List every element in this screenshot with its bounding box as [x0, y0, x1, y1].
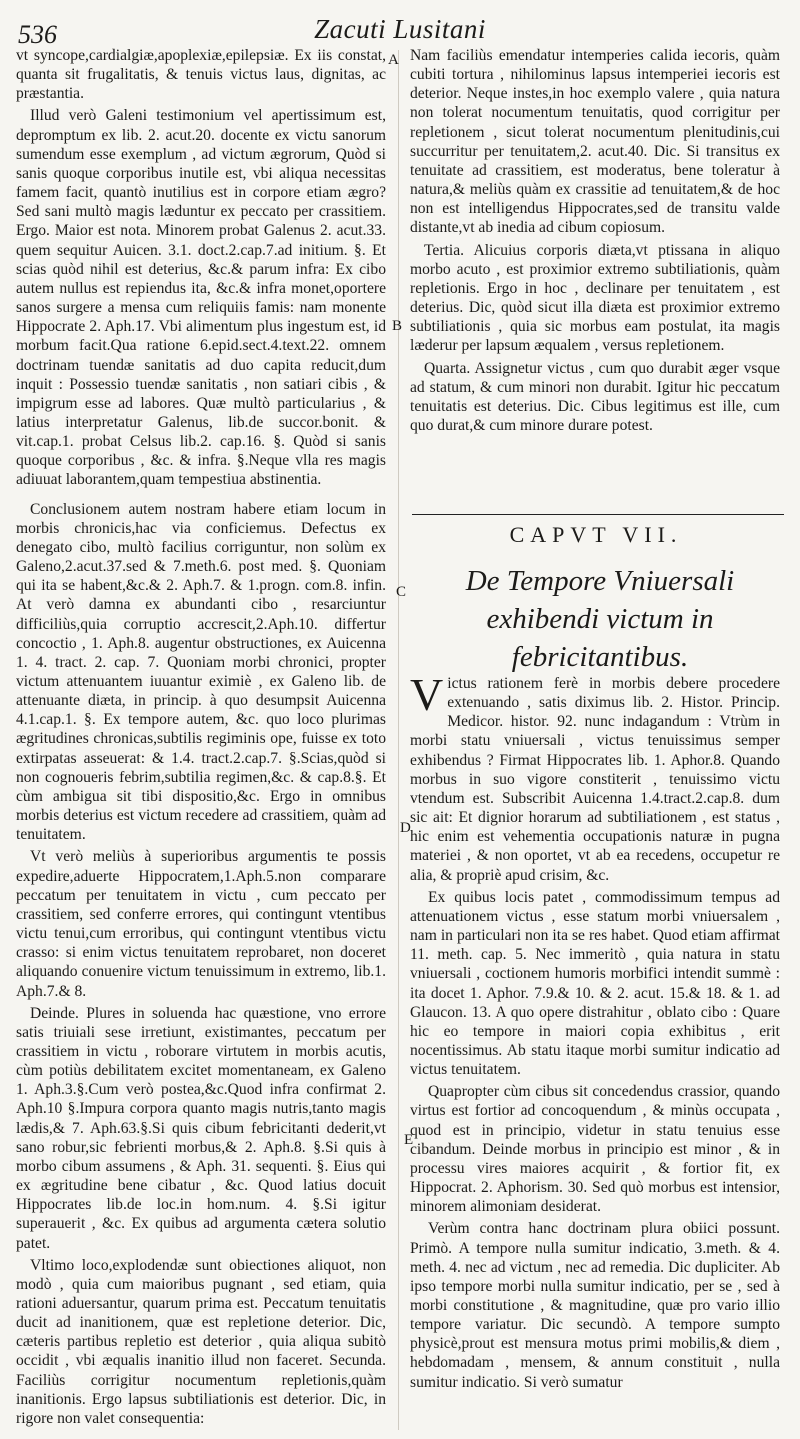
- column-divider: [398, 50, 399, 1430]
- margin-letter-d: D: [400, 820, 411, 836]
- margin-letter-e: E: [404, 1132, 414, 1148]
- chapter-title: De Tempore Vniuersali exhibendi victum in febricitantibus.: [465, 565, 735, 673]
- paragraph: Deinde. Plures in soluenda hac quæstione, vno errore satis triuiali sese irretiunt, existimantes, peccatum per crassitiem in victu , roborare virtutem in morbis acutis, cùm potiùs debilitatem excitet momentaneam, ex Galeno 1. Aph.3.§.Cum verò postea,&c.Quod infra confirmat 2. Aph.10 §.Impura corpora quanto magis nutris,tanto magis lædis,& 7. Aph.63.§.Si quis cibum febricitanti dederit,vt sano robur,sic febrienti morbus,& 2. Aph.8. §.Si quis à morbo cibum assumens , & Aph. 31. sequenti. §. Eius qui ex ægritudine bene cibatur , &c. Quod latius docuit Hippocrates lib.de loc.in hom.num. 4. §.Si igitur superauerit , &c. Ex quibus ad argumenta cætera solutio patet.: [16, 1004, 386, 1252]
- paragraph: Vltimo loco,explodendæ sunt obiectiones aliquot, non modò , quia cum maioribus pugnant , sed etiam, quia rationi aduersantur, quarum prima est. Peccatum tenuitatis ducit ad inanitionem, quæ est repletione deterior. Dic, cæteris partibus repletio est deterior , quia aliqua subitò occidit , vbi æqualis inanitio illud non faceret. Secunda. Faciliùs corrigitur nocumentum repletionis,quàm inanitionis. Ergo lapsus subtiliationis est deterior. Dic, in rigore non valet consequentia:: [16, 1256, 386, 1427]
- paragraph: Quapropter cùm cibus sit concedendus crassior, quando virtus est fortior ad concoquendum , & minùs occupata , quod est in principio, videtur in statu tenuius esse cibandum. Deinde morbus in principio est minor , & in processu vires maiores acquirit , & fortior fit, ex Hippocrat. 2. Aphorism. 30. Sed quò morbus est intensior, minorem alimoniam desiderat.: [410, 1083, 780, 1216]
- paragraph: Illud verò Galeni testimonium vel apertissimum est, depromptum ex lib. 2. acut.20. docente ex victu sanorum sumendum esse exemplum , ad victum ægrorum, Quòd si sanis quoque corporibus inutile est, vbi aliqua necessitas famem facit, quantò inutilius est in corpore etiam ægro? Sed sani multò magis læduntur ex peccato per crassitiem. Ergo. Maior est nota. Minorem probat Galenus 2. acut.33. quem sequitur Auicen. 3.1. doct.2.cap.7.ad initium. §. Et scias quòd nihil est deterius, &c.& parum infra: Ex cibo autem nullus est repiendus ita, &c.& infra monet,oportere sanos surgere a mensa cum reliquiis famis: nam monente Hippocrate 2. Aph.17. Vbi alimentum plus ingestum est, id morbum facit.Qua ratione 6.epid.sect.4.text.22. omnem doctrinam tuendæ sanitatis ad duo capita reducit,dum inquit : Possessio tuendæ sanitatis , non satiari cibis , & impigrum esse ad labores. Quæ multò particularius , & latius interpretatur Galenus, lib.de succor.bonit. & vit.cap.1. probat Celsus lib.2. cap.16. §. Quòd si sanis quoque corporibus , &c. & infra. §.Neque vlla res magis adiuuat laborantem,quam tempestiua abstinentia.: [16, 107, 386, 489]
- paragraph: Quarta. Assignetur victus , cum quo durabit æger vsque ad statum, & cum minori non durabit. Igitur hic peccatum tenuitatis est deterius. Dic. Cibus legitimus est ille, cum quo durat,& cum minore durare potest.: [410, 359, 780, 434]
- right-column-bottom: [410, 669, 780, 1395]
- paragraph: vt syncope,cardialgiæ,apoplexiæ,epilepsiæ. Ex iis constat, quanta sit frugalitatis, & tenuis victus laus, dignitas, ac præstantia.: [16, 47, 386, 103]
- paragraph: Vt verò meliùs à superioribus argumentis te possis expedire,aduerte Hippocratem,1.Aph.5.non comparare peccatum per tenuitatem in victu , cum peccato per crassitiem, sed conferre errores, qui contingunt vtentibus victu tenui,cum erroribus, qui contingunt vtentibus victu crasso: si enim victus tenuitatem reprobaret, non doceret aliquando conuenire victum tenuissimum in extremo, lib.1. Aph.7.& 8.: [16, 848, 386, 1000]
- paragraph: Ex quibus locis patet , commodissimum tempus ad attenuationem victus , esse statum morbi vniuersalem , nam in particulari non ita se res habet. Quod etiam affirmat 11. meth. cap. 5. Nec immeritò , quia natura in statu vniuersali , coctionem humoris morbifici intendit summè : ita docet 1. Aphor. 7.9.& 10. & 2. acut. 15.& 18. & 1. ad Glaucon. 13. A quo opere distrahitur , oblato cibo : Quare hic eo tempore in maiori copia exhibitus , erit nocentissimus. Ab statu itaque morbi sumitur indicatio ad victus tenuitatem.: [410, 888, 780, 1079]
- right-column-top: [410, 46, 780, 438]
- chapter-heading: CAPVT VII.: [509, 522, 683, 547]
- paragraph: Conclusionem autem nostram habere etiam locum in morbis chronicis,hac via conficiemus. Defectus ex denegato cibo, multò facilius corriguntur, non solùm ex Galeno,2.acut.37.sed & 7.meth.6. post med. §. Quoniam qui ita se habent,&c.& 2. Aph.7. & 1.progn. com.8. infin. At verò damna ex abundanti cibo , resarciuntur difficiliùs,quia corruptio accrescit,2.Aph.10. differtur concoctio , 1. Aph.8. augentur obstructiones, ex Auicenna 1. 4. tract. 2. cap. 7. Quoniam morbi chronici, propter victum attenuantem iuuantur eximiè , ex Galeno lib. de attenuante diæta, in princip. à quo desumpsit Auicenna 4.1.cap.1. §. Ex tempore autem, &c. quo loco plurimas ægritudines chronicas,subtilis regiminis ope, fuisse ex toto extirpatas asseuerat: & 1.4. tract.2.cap.7. §.Scias,quòd si non cognoueris febrim,subtilia regimen,&c. & cap.8.§. Et cùm ambigua sit tibi dispositio,&c. Ergo in omnibus morbis deterius est victum recedere ad crassitiem, quàm ad tenuitatem.: [16, 500, 386, 844]
- paragraph-text: ictus rationem ferè in morbis debere procedere extenuando , satis diximus lib. 2. Histor. Princip. Medicor. histor. 92. nunc indagandum : Vtrùm in morbi statu vniuersali , victus tenuissimus semper exhibendus ? Firmat Hippocrates lib. 1. Aphor.8. Quando morbus in suo vigore constiterit , tenuissimo victu vtendum est. Subscribit Auicenna 1.4.tract.2.cap.8. dum sic ait: Et dignior horarum ad subtiliationem , est status , hic enim est vehementia occupationis naturæ in pugna materiei , & non oportet, vt ab ea recedens, occupetur re alia, & propriè apud crisim, &c.: [410, 675, 780, 884]
- drop-cap: V: [410, 669, 444, 720]
- paragraph: Verùm contra hanc doctrinam plura obiici possunt. Primò. A tempore nulla sumitur indicatio, 3.meth. & 4. meth. 4. nec ad victum , nec ad remedia. Dic dupliciter. Ab ipso tempore morbi nulla sumitur indicatio, per se , sed à morbi constitutione , & magnitudine, quæ pro vario illio tempore variatur. Dic secundò. A tempore sumpto physicè,prout est mensura motus primi mobilis,& diem , hebdomadam , mensem, & annum constituit , nulla sumitur indicatio. Si verò sumatur: [410, 1220, 780, 1391]
- paragraph: [410, 669, 780, 885]
- page-number: 536: [18, 20, 57, 49]
- margin-letter-a: A: [388, 52, 399, 68]
- running-head: Zacuti Lusitani: [314, 14, 486, 44]
- left-column: [16, 46, 386, 1431]
- paragraph: Tertia. Alicuius corporis diæta,vt ptissana in aliquo morbo acuto , est proximior extremo subtiliationis, quàm repletionis. Ergo in hoc , declinare per tenuitatem , est deterius. Dic, quòd sicut illa diæta est proximior extremo subtiliationis , quia sic morbus eam postulat, ita magis læderur per lapsum æqualem , versus repletionem.: [410, 241, 780, 355]
- paragraph: Nam faciliùs emendatur intemperies calida iecoris, quàm cubiti tortura , nihilominus lapsus intemperiei iecoris est deterior. Neque instes,in hoc exemplo valere , quia natura non tolerat nocumentum tenuitatis, quod corrigitur per repletionem , sicut tolerat nocumentum plenitudinis,cui succurritur per tenuitatem,2. acut.40. Dic. Si transitus ex tenuitate ad crassitiem, est moderatus, bene toleratur à natura,& meliùs quàm ex crassitie ad tenuitatem,& de hoc non est intelligendus Hippocrates,sed de transitu valde distante,vt ab inedia ad cibum copiosum.: [410, 47, 780, 237]
- margin-letter-b: B: [392, 318, 403, 334]
- chapter-rule: [412, 514, 784, 515]
- margin-letter-c: C: [396, 584, 407, 600]
